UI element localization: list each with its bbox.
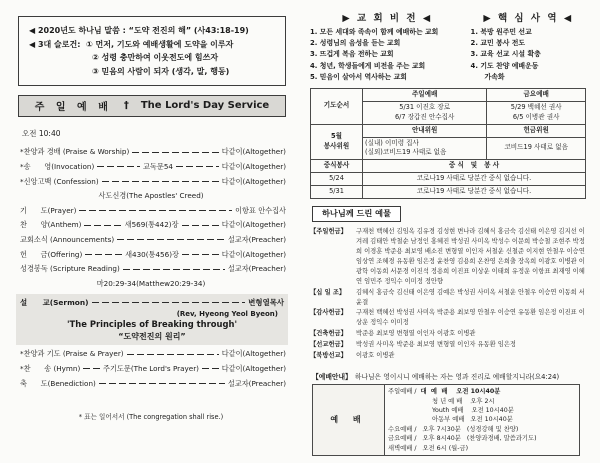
dash-line: [79, 210, 232, 211]
monthly-volunteers-label: [311, 124, 363, 160]
offering-section: [310, 329, 586, 339]
offering-section: [310, 308, 586, 328]
liturgy-performer: 다같이(Altogether): [221, 349, 286, 359]
slogan-3: ③ 믿음의 사람이 되자 (생각, 말, 행동): [92, 66, 230, 76]
youth-service-time: 청 년 예 배 오후 2시: [432, 397, 495, 405]
liturgy-performer: 설교자(Preacher): [227, 234, 286, 244]
ministry-item: 2. 교민 봉사 전도: [470, 39, 526, 48]
liturgy-row: [20, 206, 286, 216]
youth-en-service-time: Youth 예배 오전 10시40분: [432, 407, 514, 415]
main-service-time: 대 예 배 오전 10시40분: [420, 388, 501, 396]
lunch-note-2: 코로나19 사태로 당분간 중식 없습니다.: [363, 186, 586, 199]
ministry-item-cont: 가속화: [484, 72, 505, 81]
liturgy-row: [20, 162, 286, 172]
vision-title: ▶ 교 회 비 전 ◀: [342, 13, 433, 24]
liturgy-performer: 다같이(Altogether): [221, 147, 286, 157]
friday-service-time: 금요예배 / 오후 8시40분 (찬양과경배, 말씀과기도): [388, 435, 537, 443]
volunteers-label: 봉사위원: [323, 141, 350, 150]
lunch-header: 중 식 및 봉 사: [363, 160, 586, 173]
worship-times-table: [312, 384, 580, 456]
offering-committee-header: 헌금위원: [487, 124, 586, 137]
dash-line: [97, 166, 140, 167]
yearly-word: ◀ 2020년도 하나님 말씀 : “도약 전진의 해” (사43:18-19): [29, 26, 249, 35]
dash-line: [202, 368, 219, 369]
liturgy-row: [20, 220, 286, 230]
table-row: [311, 88, 586, 101]
offering-names: 박성권 사미옥 박준용 최보영 변형열 이인자 유동환 임은정: [356, 341, 516, 349]
worship-cell-label: 예 배: [313, 385, 385, 456]
sermon-title-en: 'The Principles of Breaking through': [66, 318, 238, 329]
offering-section: [310, 340, 586, 350]
worship-info-line: [312, 371, 586, 381]
table-row: [311, 160, 586, 173]
liturgy-performer: 이항표 안수집사: [235, 205, 286, 215]
sermon-preacher-en: (Rev, Hyeong Yeol Byeon): [176, 309, 278, 318]
liturgy-hymn: 주기도문(The Lord's Prayer): [103, 363, 199, 373]
core-ministry-column: [465, 10, 586, 83]
offering-names: 이광호 이병관: [356, 352, 395, 360]
slogan-1: ① 먼저, 기도와 예배생활에 도약을 이루자: [85, 39, 234, 49]
liturgy-label: *찬양과 기도 (Praise & Prayer): [20, 349, 124, 359]
liturgy-label: 헌 금(Offering): [20, 249, 83, 259]
dawn-service-time: 새벽예배 / 오전 6시 (월-금): [388, 444, 469, 452]
dash-line: [84, 225, 121, 226]
friday-service-header: 금요예배: [487, 88, 586, 101]
dash-line: [132, 152, 218, 153]
liturgy-performer: 다같이(Altogether): [221, 249, 287, 259]
liturgy-hymn: 새430(통456)장: [125, 249, 179, 259]
offering-section: [310, 227, 586, 287]
liturgy-label: *찬양과 경배 (Praise & Worship): [20, 147, 130, 157]
liturgy-label: *찬 송 (Hymn): [20, 363, 81, 373]
dash-line: [85, 254, 122, 255]
slogan-line-1: [29, 38, 279, 52]
dash-line: [127, 354, 219, 355]
offering-section: [310, 288, 586, 308]
offering-label: 【감사헌금】: [310, 309, 347, 317]
offering-label: 【주일헌금】: [310, 227, 347, 235]
dash-line: [99, 383, 225, 384]
dash-line: [182, 254, 219, 255]
children-service-time: 아동부 예배 오전 10시40분: [432, 416, 513, 424]
offering-names: 구재천 백혜선 김임옥 김유경 김성현 변나라 김혜식 홍금숙 김신태 이은영 김지선 이겨레 김태안 박철순 남정인 홍혜진 박성권 사미옥 박성수 이문희 박승철 조현주 박정희 이경훈 박준용 최보영 배소진 변형열 이인자 서철운 신철준 이지현 안철우 이승연 임상연 조혜경 유동환 임은정 윤찬영 김용희 온찬영 은희출 장옥희 이광호 이병관 이광학 이동희 서문경 이진석 정용희 이진표 이상운 이태희 유정운 이항표 최재영 이혜연 임민주 정익수 이미정 정안향: [356, 227, 585, 285]
friday-prayer-2: 6/5 이병관 권사: [512, 112, 560, 121]
offering-label: 【십 일 조】: [310, 288, 346, 296]
dash-line: [92, 302, 246, 303]
sunday-prayer-2: 6/7 장갑진 안수집사: [394, 112, 455, 121]
dash-line: [117, 239, 225, 240]
table-row: [313, 385, 580, 456]
offering-names: 구재천 백혜선 박성권 사미옥 박준용 최보영 안철우 이승연 유동환 임은정 이진표 이상운 정익수 이미정: [356, 309, 585, 327]
offering-names: 박준용 최보영 변형열 이인자 이광호 이병관: [356, 330, 476, 338]
dash-line: [102, 181, 219, 182]
church-vision-column: [310, 10, 465, 83]
sermon-block: [16, 294, 288, 345]
service-header: [18, 95, 286, 117]
liturgy-row: [20, 379, 286, 389]
scripture-reference: 마20:29-34(Matthew20:29-34): [96, 278, 206, 288]
liturgy-label: 교회소식 (Announcements): [20, 234, 115, 244]
liturgy-label: *송 영(Invocation): [20, 161, 95, 171]
liturgy-label: 성경봉독 (Scripture Reading): [20, 264, 120, 274]
sunday-service-header: 주일예배: [363, 88, 487, 101]
vision-item: 2. 성령님의 음성을 듣는 교회: [310, 39, 401, 48]
offering-section: [310, 351, 586, 361]
liturgy-row: [20, 364, 286, 374]
page-right: [300, 0, 600, 463]
ministry-item: 3. 교육 선교 시설 확충: [470, 50, 541, 59]
vision-item: 3. 뜨겁게 복음 전하는 교회: [310, 50, 394, 59]
liturgy-label: *신앙고백 (Confession): [20, 176, 99, 186]
usher-cell: [363, 137, 487, 160]
liturgy-row: [20, 235, 286, 245]
offering-label: 【북방선교】: [310, 352, 347, 360]
table-row: [311, 186, 586, 199]
apostles-creed-line: 사도신경(The Apostles' Creed): [98, 191, 204, 201]
offering-names: 김혜식 홍금숙 김신태 이은영 김예은 박성권 사미옥 서철운 안철우 이승연 이동희 서윤결: [356, 288, 585, 306]
usher-outdoor: (실외)코비드19 사태로 없음: [365, 148, 447, 157]
motto-box: [18, 16, 286, 86]
duty-table: [310, 88, 586, 199]
liturgy-row: [20, 349, 286, 359]
liturgy-row: [20, 250, 286, 260]
sermon-title-kr: “도약전진의 원리”: [118, 331, 186, 341]
liturgy-performer: 다같이(Altogether): [221, 161, 287, 171]
sunday-service-time: [388, 387, 576, 396]
wednesday-service-time: 수요예배 / 오후 7시30분 (성경강해 및 찬양): [388, 425, 519, 433]
liturgy-performer: 다같이(Altogether): [221, 363, 287, 373]
worship-info-verse: 하나님은 영이시니 예배하는 자는 영과 진리로 예배할지니라(요4:24): [354, 373, 560, 382]
offering-label: 【선교헌금】: [310, 341, 347, 349]
lunch-date-1: 5/24: [311, 173, 363, 186]
liturgy-performer: 설교자(Preacher): [227, 264, 286, 274]
dash-line: [182, 225, 219, 226]
cross-icon: †: [123, 100, 129, 112]
table-row: [311, 124, 586, 137]
offering-label: 【건축헌금】: [310, 330, 347, 338]
offerings-title: 하나님께 드린 예물: [312, 206, 401, 222]
usher-indoor: (실내) 이미령 집사: [365, 138, 419, 147]
sermon-row: [20, 297, 284, 308]
liturgy-hymn: 교독문54: [142, 161, 173, 171]
prayer-order-label: 기도순서: [311, 88, 363, 124]
vision-item: 1. 모든 세대와 족속이 함께 예배하는 교회: [310, 28, 439, 36]
liturgy-row: [20, 177, 286, 187]
slogan-2: ② 성령 충만하여 이웃전도에 힘쓰자: [92, 53, 219, 63]
liturgy-label: 찬 양(Anthem): [20, 220, 82, 230]
vision-item: 5. 믿음이 살아서 역사하는 교회: [310, 72, 407, 81]
service-title-kr: 주 일 예 배: [34, 102, 112, 114]
slogan-label: ◀ 3대 슬로건:: [29, 39, 86, 49]
table-row: [311, 173, 586, 186]
friday-prayer-1: 5/29 백혜선 권사: [510, 102, 562, 111]
liturgy-label: 기 도(Prayer): [20, 205, 77, 215]
service-title-en: The Lord's Day Service: [140, 100, 270, 112]
sunday-prayer-1: 5/31 이진호 장로: [399, 102, 451, 111]
dash-line: [123, 269, 225, 270]
ministry-title: ▶ 핵 심 사 역 ◀: [483, 13, 574, 24]
lunch-service-label: 중식봉사: [311, 160, 363, 173]
usher-header: 안내위원: [363, 124, 487, 137]
sunday-prayer-cell: [363, 101, 487, 124]
service-time: 오전 10:40: [22, 129, 61, 139]
vision-item: 4. 청년, 학생들에게 비전을 주는 교회: [310, 61, 426, 70]
friday-prayer-cell: [487, 101, 586, 124]
month-label: 5월: [331, 132, 342, 141]
dash-line: [83, 368, 100, 369]
liturgy-label: 축 도(Benediction): [20, 378, 96, 388]
lunch-date-2: 5/31: [311, 186, 363, 199]
ministry-item: 4. 기도 찬양 예배운동: [470, 61, 539, 70]
sermon-label: 설 교(Sermon): [20, 297, 89, 307]
vision-ministry-columns: [310, 10, 586, 83]
liturgy-performer: 다같이(Altogether): [221, 176, 286, 186]
dash-line: [176, 166, 219, 167]
ministry-item: 1. 북방 원주민 선교: [470, 28, 532, 36]
liturgy-row: [20, 264, 286, 274]
liturgy-hymn: 새569(통442)장: [124, 220, 179, 230]
liturgy-row: [20, 147, 286, 157]
sunday-prefix: 주일예배 /: [388, 388, 421, 396]
lunch-note-1: 코로나19 사태로 당분간 중식 없습니다.: [363, 173, 586, 186]
liturgy-performer: 다같이(Altogether): [221, 220, 286, 230]
sermon-preacher: 변형열목사: [248, 297, 284, 307]
worship-info-label: 【예배안내】: [312, 373, 352, 382]
rise-footnote: * 표는 일어서서 (The congregation shall rise.): [78, 412, 224, 421]
liturgy-performer: 설교자(Preacher): [227, 378, 286, 388]
offering-committee-cell: 코비드19 사태로 없음: [487, 137, 586, 160]
worship-times-cell: [385, 385, 580, 456]
